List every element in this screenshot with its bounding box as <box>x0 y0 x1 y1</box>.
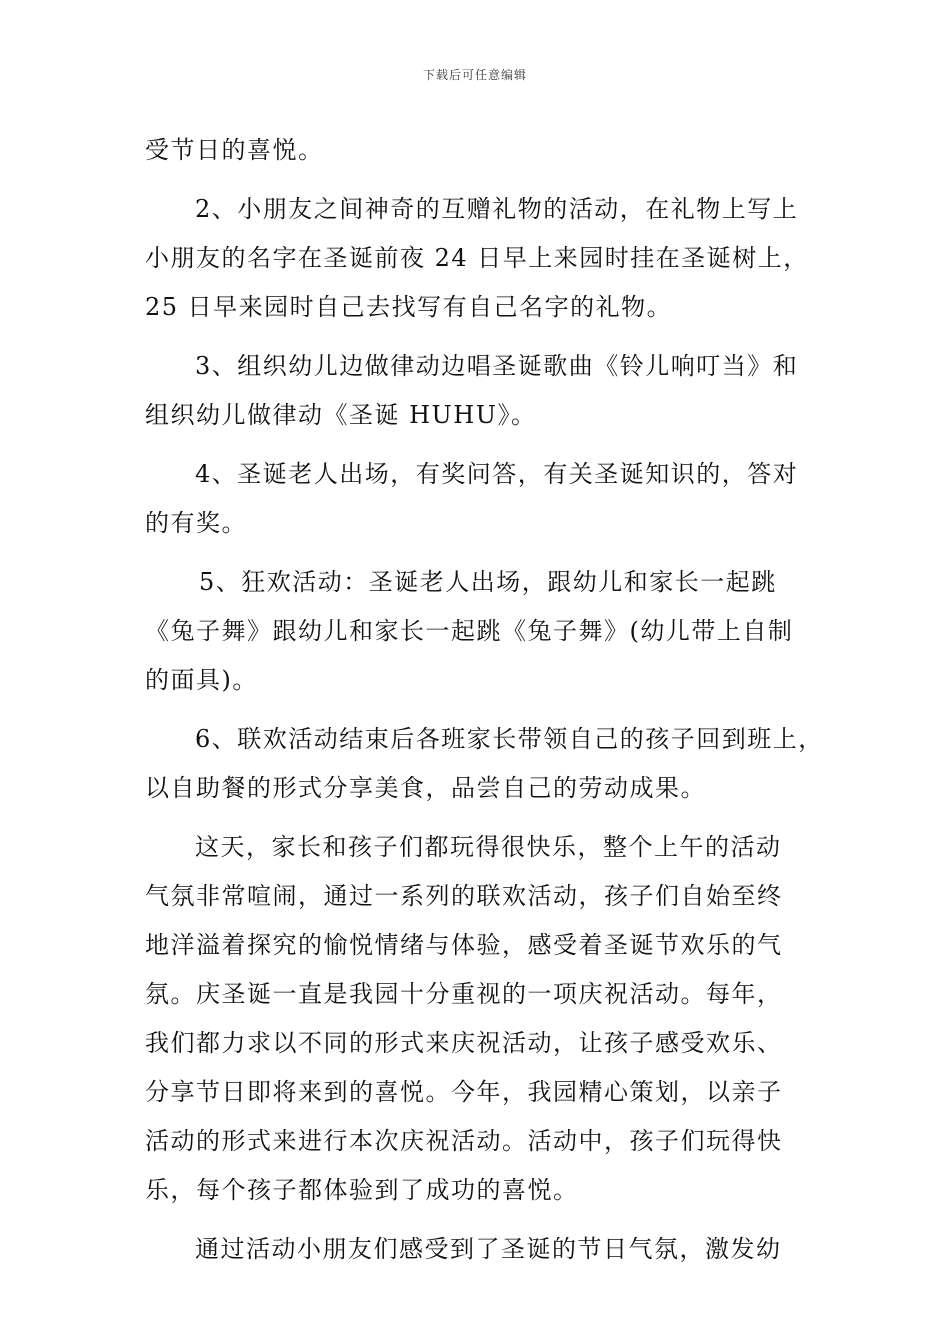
text-line: 气氛非常喧闹，通过一系列的联欢活动，孩子们自始至终 <box>145 882 783 910</box>
text-line: 氛。庆圣诞一直是我园十分重视的一项庆祝活动。每年， <box>145 980 783 1008</box>
text-line: 的有奖。 <box>145 509 247 537</box>
text-line: 活动的形式来进行本次庆祝活动。活动中，孩子们玩得快 <box>145 1127 783 1155</box>
text-line: 4、圣诞老人出场，有奖问答，有关圣诞知识的，答对 <box>195 460 799 488</box>
text-line: 这天，家长和孩子们都玩得很快乐，整个上午的活动 <box>195 833 782 861</box>
document-body <box>145 126 824 1274</box>
text-line: 组织幼儿做律动《圣诞 HUHU》。 <box>145 401 537 429</box>
text-line: 受节日的喜悦。 <box>145 136 324 164</box>
text-line: 5、狂欢活动：圣诞老人出场，跟幼儿和家长一起跳 <box>199 568 777 596</box>
text-line: 3、组织幼儿边做律动边唱圣诞歌曲《铃儿响叮当》和 <box>195 352 799 380</box>
text-line: 6、联欢活动结束后各班家长带领自己的孩子回到班上， <box>195 725 824 753</box>
text-line: 的面具)。 <box>145 666 258 694</box>
text-line: 我们都力求以不同的形式来庆祝活动，让孩子感受欢乐、 <box>145 1029 783 1057</box>
text-line: 以自助餐的形式分享美食，品尝自己的劳动成果。 <box>145 774 706 802</box>
page-header: 下载后可任意编辑 <box>422 68 527 82</box>
text-line: 分享节日即将来到的喜悦。今年，我园精心策划，以亲子 <box>145 1078 783 1106</box>
text-line: 乐，每个孩子都体验到了成功的喜悦。 <box>145 1176 579 1204</box>
text-line: 25 日早来园时自己去找写有自己名字的礼物。 <box>145 293 673 321</box>
text-line: 通过活动小朋友们感受到了圣诞的节日气氛，激发幼 <box>195 1235 782 1263</box>
text-line: 地洋溢着探究的愉悦情绪与体验，感受着圣诞节欢乐的气 <box>145 931 783 959</box>
text-line: 小朋友的名字在圣诞前夜 24 日早上来园时挂在圣诞树上， <box>145 244 809 272</box>
text-line: 2、小朋友之间神奇的互赠礼物的活动，在礼物上写上 <box>195 195 799 223</box>
text-line: 《兔子舞》跟幼儿和家长一起跳《兔子舞》(幼儿带上自制 <box>145 617 794 645</box>
